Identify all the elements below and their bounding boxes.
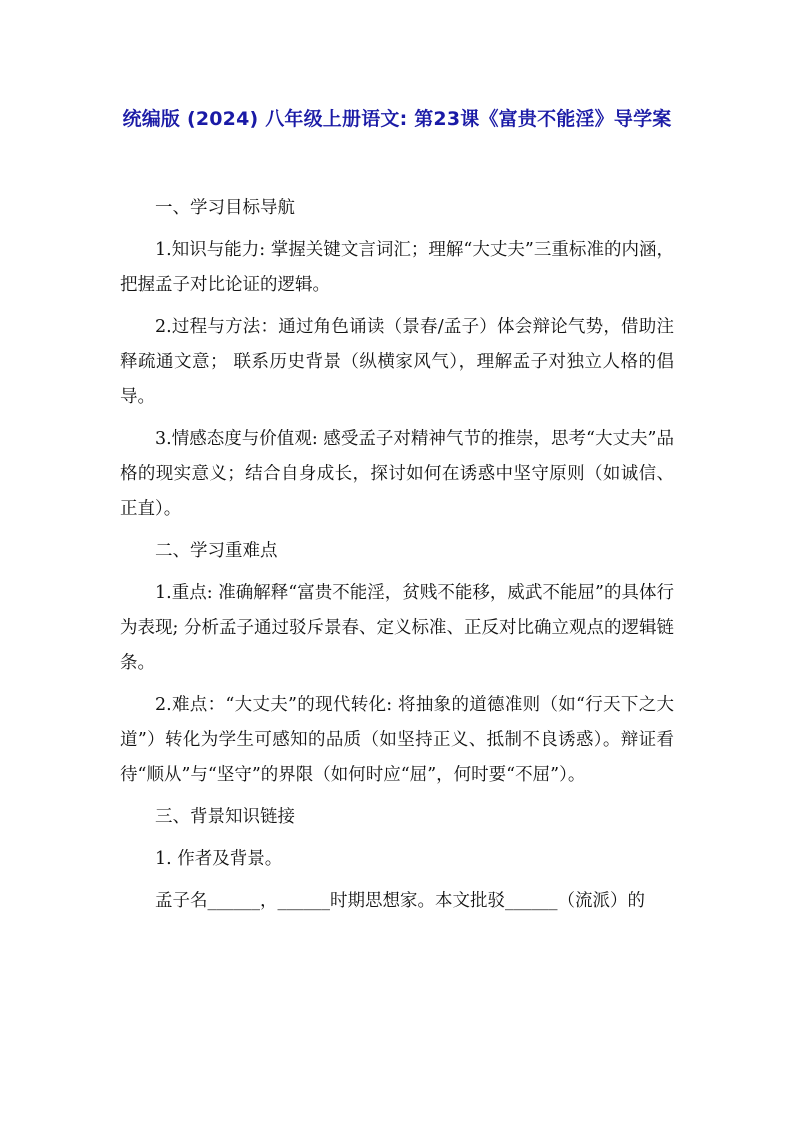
paragraph-knowledge-ability: 1.知识与能力: 掌握关键文言词汇；理解“大丈夫”三重标准的内涵，把握孟子对比论证的逻辑。 [120,240,674,295]
section-heading-goals: 一、学习目标导航 [155,198,295,218]
paragraph-difficult-point: 2.难点：“大丈夫”的现代转化: 将抽象的道德准则（如“行天下之大道”）转化为学生可感知的品质（如坚持正义、抵制不良诱惑）。辩证看待“顺从”与“坚守”的界限（如何时应“屈”，何时要“不屈”）。 [120,695,674,785]
paragraph-emotion-values: 3.情感态度与价值观: 感受孟子对精神气节的推崇，思考“大丈夫”品格的现实意义；结合自身成长，探讨如何在诱惑中坚守原则（如诚信、正直）。 [120,429,674,519]
paragraph-process-method: 2.过程与方法：通过角色诵读（景春/孟子）体会辩论气势，借助注释疏通文意； 联系历史背景（纵横家风气），理解孟子对独立人格的倡导。 [120,317,674,407]
paragraph-fill-in-blank: 孟子名______，______时期思想家。本文批驳______（流派）的 [155,891,645,911]
subheading-author-background: 1. 作者及背景。 [155,849,283,869]
section-heading-background: 三、背景知识链接 [155,807,295,827]
section-heading-key-points: 二、学习重难点 [155,541,278,561]
document-body [120,191,674,919]
document-title: 统编版 (2024) 八年级上册语文: 第23课《富贵不能淫》导学案 [122,108,672,130]
paragraph-key-point: 1.重点: 准确解释“富贵不能淫，贫贱不能移，威武不能屈”的具体行为表现; 分析孟子通过驳斥景春、定义标准、正反对比确立观点的逻辑链条。 [120,583,674,673]
